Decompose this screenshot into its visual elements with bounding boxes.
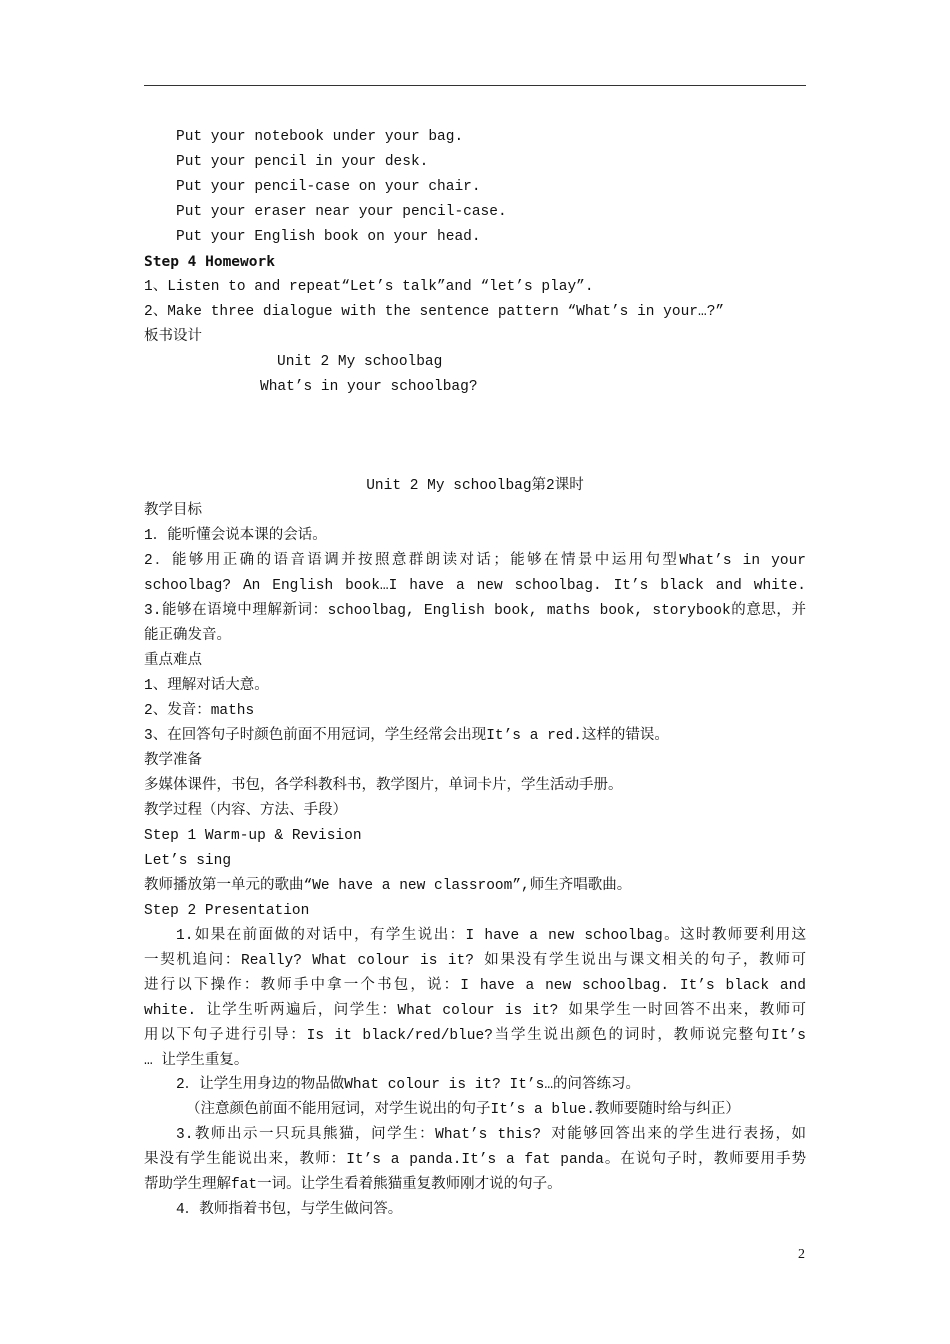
instruction-line: Put your pencil-case on your chair. bbox=[176, 179, 481, 195]
paragraph-note: （注意颜色前面不能用冠词，对学生说出的句子It’s a blue.教师要随时给与纠正） bbox=[186, 1102, 740, 1118]
paragraph-line: 用以下句子进行引导：Is it black/red/blue?当学生说出颜色的词时，教师说完整句It’s bbox=[144, 1028, 806, 1044]
step-heading: Step 1 Warm-up & Revision bbox=[144, 828, 362, 844]
key-point: 1、理解对话大意。 bbox=[144, 678, 269, 694]
instruction-line: Put your notebook under your bag. bbox=[176, 129, 464, 145]
homework-item: 1、Listen to and repeat“Let’s talk”and “let’s play”. bbox=[144, 279, 594, 295]
goal-line: 3.能够在语境中理解新词：schoolbag, English book, maths book, storybook的意思，并 bbox=[144, 603, 806, 619]
lesson-title: Unit 2 My schoolbag第2课时 bbox=[366, 478, 584, 494]
process-heading: 教学过程（内容、方法、手段） bbox=[144, 803, 347, 819]
activity-label: Let’s sing bbox=[144, 853, 232, 869]
paragraph-line: 4．教师指着书包，与学生做问答。 bbox=[176, 1202, 403, 1218]
instruction-line: Put your eraser near your pencil-case. bbox=[176, 204, 507, 220]
goals-heading: 教学目标 bbox=[144, 503, 202, 519]
homework-item: 2、Make three dialogue with the sentence pattern “What’s in your…?” bbox=[144, 304, 725, 320]
instruction-line: Put your English book on your head. bbox=[176, 229, 481, 245]
preparation-text: 多媒体课件，书包，各学科教科书，教学图片，单词卡片，学生活动手册。 bbox=[144, 778, 623, 794]
goal-line: 1．能听懂会说本课的会话。 bbox=[144, 528, 327, 544]
goal-line: 能正确发音。 bbox=[144, 628, 231, 644]
paragraph-line: 进行以下操作：教师手中拿一个书包，说：I have a new schoolbag. It’s black and bbox=[144, 978, 806, 994]
preparation-heading: 教学准备 bbox=[144, 753, 202, 769]
key-point: 2、发音：maths bbox=[144, 703, 255, 719]
paragraph-line: 1.如果在前面做的对话中，有学生说出：I have a new schoolbag。这时教师要利用这 bbox=[176, 928, 806, 944]
paragraph-line: white. 让学生听两遍后，问学生：What colour is it? 如果学生一时回答不出来，教师可 bbox=[144, 1003, 806, 1019]
step-heading: Step 2 Presentation bbox=[144, 903, 310, 919]
paragraph-line: 果没有学生能说出来，教师：It’s a panda.It’s a fat panda。在说句子时，教师要用手势 bbox=[144, 1152, 806, 1168]
goal-line: 2．能够用正确的语音语调并按照意群朗读对话；能够在情景中运用句型What’s in your bbox=[144, 553, 806, 569]
goal-line: schoolbag? An English book…I have a new schoolbag. It’s black and white. bbox=[144, 578, 806, 594]
header-rule bbox=[144, 85, 806, 86]
paragraph-line: … 让学生重复。 bbox=[144, 1053, 249, 1069]
page-number: 2 bbox=[798, 1247, 805, 1262]
board-line: What’s in your schoolbag? bbox=[260, 379, 478, 395]
paragraph-line: 3.教师出示一只玩具熊猫，问学生：What’s this? 对能够回答出来的学生进行表扬，如 bbox=[176, 1127, 806, 1143]
key-point: 3、在回答句子时颜色前面不用冠词，学生经常会出现It’s a red.这样的错误。 bbox=[144, 728, 669, 744]
instruction-line: Put your pencil in your desk. bbox=[176, 154, 429, 170]
paragraph-line: 2．让学生用身边的物品做What colour is it? It’s…的问答练习。 bbox=[176, 1077, 641, 1093]
board-design-heading: 板书设计 bbox=[144, 329, 202, 345]
activity-text: 教师播放第一单元的歌曲“We have a new classroom”,师生齐唱歌曲。 bbox=[144, 878, 632, 894]
key-points-heading: 重点难点 bbox=[144, 653, 202, 669]
paragraph-line: 一契机追问：Really? What colour is it? 如果没有学生说出与课文相关的句子，教师可 bbox=[144, 953, 806, 969]
board-line: Unit 2 My schoolbag bbox=[277, 354, 443, 370]
paragraph-line: 帮助学生理解fat一词。让学生看着熊猫重复教师刚才说的句子。 bbox=[144, 1177, 562, 1193]
homework-heading: Step 4 Homework bbox=[144, 254, 275, 270]
